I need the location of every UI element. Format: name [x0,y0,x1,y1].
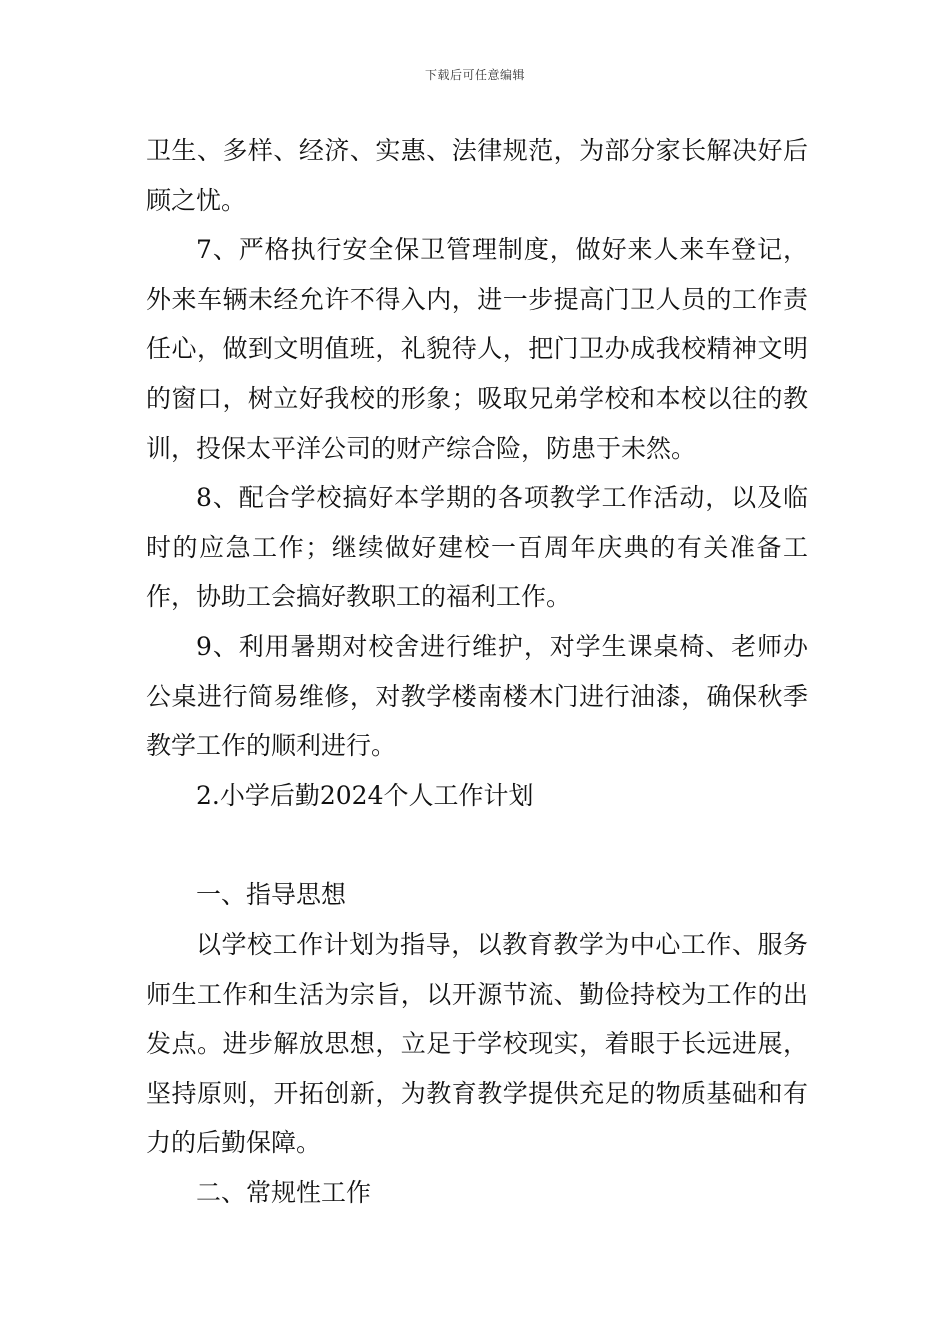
page-header: 下载后可任意编辑 [424,68,525,82]
section-title: 2.小学后勤2024个人工作计划 [196,780,534,810]
heading-guiding-ideology: 一、指导思想 [196,880,347,910]
heading-routine-work: 二、常规性工作 [196,1177,372,1207]
paragraph-item-9: 9、利用暑期对校舍进行维护，对学生课桌椅、老师办公桌进行简易维修，对教学楼南楼木门进行油漆，确保秋季教学工作的顺利进行。 [146,631,808,761]
paragraph-continuation: 卫生、多样、经济、实惠、法律规范，为部分家长解决好后顾之忧。 [146,136,808,215]
paragraph-guiding-ideology: 以学校工作计划为指导，以教育教学为中心工作、服务师生工作和生活为宗旨，以开源节流、勤俭持校为工作的出发点。进步解放思想，立足于学校现实，着眼于长远进展，坚持原则，开拓创新，为教育教学提供充足的物质基础和有力的后勤保障。 [146,929,808,1158]
paragraph-item-7: 7、严格执行安全保卫管理制度，做好来人来车登记，外来车辆未经允许不得入内，进一步提高门卫人员的工作责任心，做到文明值班，礼貌待人，把门卫办成我校精神文明的窗口，树立好我校的形象；吸取兄弟学校和本校以往的教训，投保太平洋公司的财产综合险，防患于未然。 [146,235,808,463]
document-body [146,126,808,1217]
paragraph-item-8: 8、配合学校搞好本学期的各项教学工作活动，以及临时的应急工作；继续做好建校一百周年庆典的有关准备工作，协助工会搞好教职工的福利工作。 [146,483,808,612]
